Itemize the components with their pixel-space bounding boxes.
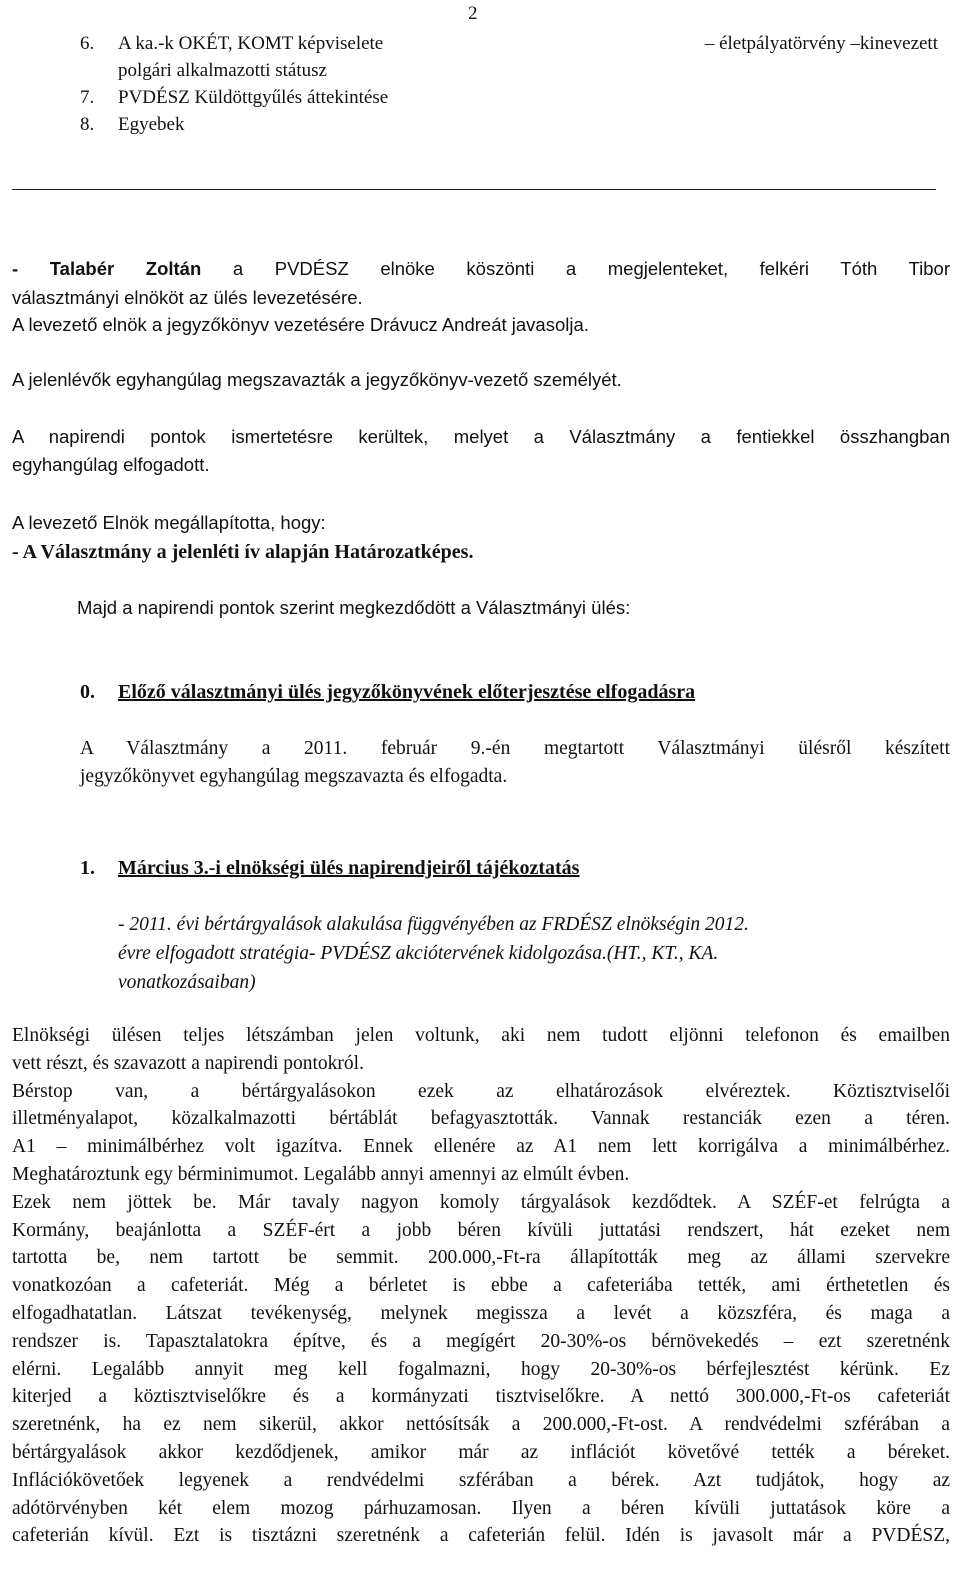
body-line: szeretnénk, ha ez nem sikerül, akkor nettósítsák a 200.000,-Ft-ost. A rendvédelmi szférában a [12,1414,950,1436]
agenda-list [80,30,950,138]
agenda-item-8 [80,111,950,138]
intro-line-2: választmányi elnököt az ülés levezetésére. [12,287,363,308]
intro-line-7: A levezető Elnök megállapította, hogy: [12,512,326,533]
body-line: adótörvényben két elem mozog párhuzamosan. Ilyen a béren kívüli juttatások köre a [12,1497,950,1519]
intro-line-9: Majd a napirendi pontok szerint megkezdődött a Választmányi ülés: [77,597,631,618]
body-line: vonatkozóan a cafeteriát. Még a bérletet is ebbe a cafeteriába tették, ami érthetetlen és [12,1275,950,1297]
agenda-item-7 [80,84,950,111]
agenda-item-number: 8. [80,114,95,135]
agenda-item-text: Egyebek [118,114,185,135]
section-0-line-2: jegyzőkönyvet egyhangúlag megszavazta és elfogadta. [80,766,508,787]
body-line: bértárgyalások akkor kezdődjenek, amikor már az inflációt követővé tették a béreket. [12,1441,950,1463]
speaker-name: - Talabér Zoltán [12,258,202,279]
section-title: Március 3.-i elnökségi ülés napirendjeiről tájékoztatás [118,857,580,879]
section-1-heading [80,854,579,882]
section-title: Előző választmányi ülés jegyzőkönyvének előterjesztése elfogadásra [118,681,696,703]
intro-line-6: egyhangúlag elfogadott. [12,454,210,475]
agenda-item-6 [80,30,950,57]
intro-line-3: A levezető elnök a jegyzőkönyv vezetésére Drávucz Andreát javasolja. [12,314,589,335]
subtopic-line: évre elfogadott stratégia- PVDÉSZ akciótervének kidolgozása.(HT., KT., KA. [118,943,719,964]
body-text [12,1022,950,1550]
section-0-line-1: A Választmány a 2011. február 9.-én megtartott Választmányi ülésről készített [80,738,950,759]
agenda-item-number: 6. [80,33,95,54]
quorum-statement: - A Választmány a jelenléti ív alapján Határozatképes. [12,541,474,563]
section-1-subtopic [118,910,948,997]
subtopic-line: - 2011. évi bértárgyalások alakulása függvényében az FRDÉSZ elnökségin 2012. [118,914,749,935]
body-line: Meghatároztunk egy bérminimumot. Legalább annyi amennyi az elmúlt évben. [12,1163,630,1185]
body-line: tartotta be, nem tartott be semmit. 200.000,-Ft-ra állapították meg az állami szervekre [12,1247,950,1269]
body-line: cafeterián kívül. Ezt is tisztázni szeretnénk a cafeterián felül. Idén is javasolt már a PVDÉSZ, [12,1525,950,1547]
body-line: elérni. Legalább annyit meg kell fogalmazni, hogy 20-30%-os bérfejlesztést kérünk. Ez [12,1358,950,1380]
body-line: A1 – minimálbérhez volt igazítva. Ennek ellenére az A1 nem lett korrigálva a minimálbérhez. [12,1136,950,1158]
body-line: kiterjed a köztisztviselőkre és a kormányzati tisztviselőkre. A nettó 300.000,-Ft-os cafeteriát [12,1386,950,1408]
section-0-heading [80,678,695,706]
body-line: elfogadhatatlan. Látszat tevékenység, melynek megissza a levét a közszféra, és maga a [12,1302,950,1324]
page-number: 2 [468,3,478,24]
intro-line-4: A jelenlévők egyhangúlag megszavazták a jegyzőkönyv-vezető személyét. [12,369,622,390]
body-line: illetményalapot, közalkalmazotti bértáblát befagyasztották. Vannak restanciák ezen a téren. [12,1108,950,1130]
body-line: Bérstop van, a bértárgyalásokon ezek az elhatározások elvéreztek. Köztisztviselői [12,1080,950,1102]
subtopic-line: vonatkozásaiban) [118,972,256,993]
intro-line-5: A napirendi pontok ismertetésre kerültek, melyet a Választmány a fentiekkel összhangban [12,426,950,447]
section-number: 0. [80,681,95,703]
agenda-item-number: 7. [80,87,95,108]
intro-text: a PVDÉSZ elnöke köszönti a megjelenteket, felkéri Tóth Tibor [232,258,950,279]
body-line: Kormány, beajánlotta a SZÉF-ért a jobb béren kívüli juttatási rendszert, hát ezeket nem [12,1219,950,1241]
separator-line [12,189,936,190]
agenda-item-6-continuation [80,57,950,84]
body-line: Elnökségi ülésen teljes létszámban jelen voltunk, aki nem tudott eljönni telefonon és emailben [12,1025,950,1046]
agenda-item-text: PVDÉSZ Küldöttgyűlés áttekintése [118,87,389,108]
body-line: Inflációkövetőek legyenek a rendvédelmi szférában a bérek. Azt tudjátok, hogy az [12,1469,950,1491]
body-line: Ezek nem jöttek be. Már tavaly nagyon komoly tárgyalások kezdődtek. A SZÉF-et felrúgta a [12,1191,950,1213]
body-line: rendszer is. Tapasztalatokra építve, és a megígért 20-30%-os bérnövekedés – ezt szeretnénk [12,1330,950,1352]
agenda-item-text: A ka.-k OKÉT, KOMT képviselete [118,33,384,54]
intro-line-1 [12,255,950,283]
agenda-item-text: polgári alkalmazotti státusz [118,60,327,81]
agenda-item-text-right: – életpályatörvény –kinevezett [704,33,938,54]
body-line: vett részt, és szavazott a napirendi pontokról. [12,1052,364,1074]
section-number: 1. [80,857,95,879]
